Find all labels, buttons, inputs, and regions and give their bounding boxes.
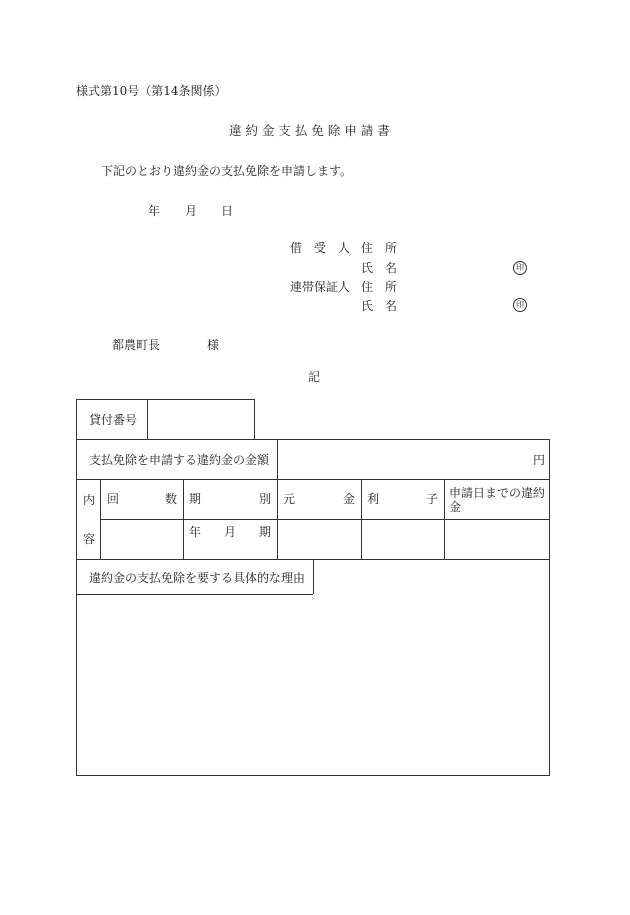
period-row — [189, 526, 271, 538]
header-interest-char-2: 子 — [425, 492, 438, 506]
table-line — [76, 594, 313, 595]
borrower-seal: 印 — [513, 261, 527, 275]
reason-label: 違約金の支払免除を要する具体的な理由 — [89, 571, 306, 585]
borrower-label: 借 受 人 — [290, 241, 351, 255]
loan-number-label: 貸付番号 — [89, 413, 138, 427]
header-period-char-2: 別 — [258, 492, 271, 506]
addressee-mayor: 都農町長 — [112, 338, 161, 352]
header-period — [189, 493, 271, 505]
table-line — [277, 439, 278, 559]
table-line — [100, 519, 550, 520]
table-line — [147, 399, 148, 439]
guarantor-address-label: 住 所 — [361, 280, 398, 294]
table-line — [313, 559, 314, 594]
table-line — [76, 399, 254, 400]
period-term: 期 — [258, 525, 271, 539]
guarantor-seal: 印 — [513, 298, 527, 312]
ki-label: 記 — [308, 370, 321, 384]
header-principal-char-1: 元 — [283, 492, 296, 506]
period-month: 月 — [223, 525, 236, 539]
period-year: 年 — [189, 525, 202, 539]
header-period-char-1: 期 — [189, 492, 202, 506]
guarantor-label: 連帯保証人 — [290, 280, 351, 294]
form-title: 違 約 金 支 払 免 除 申 請 書 — [229, 123, 390, 138]
header-interest-char-1: 利 — [367, 492, 380, 506]
date-year: 年 — [148, 204, 161, 218]
guarantor-name-label: 氏 名 — [361, 299, 398, 313]
table-line — [254, 399, 255, 439]
table-line — [76, 439, 550, 440]
header-count-char-1: 回 — [107, 492, 120, 506]
contents-label-top: 内 — [83, 493, 96, 507]
amount-label: 支払免除を申請する違約金の金額 — [89, 453, 270, 467]
header-count — [107, 493, 177, 505]
contents-label-bottom: 容 — [83, 532, 96, 546]
header-count-char-2: 数 — [164, 492, 177, 506]
addressee-honorific: 様 — [207, 338, 220, 352]
borrower-name-label: 氏 名 — [361, 261, 398, 275]
table-line — [76, 775, 550, 776]
form-number: 様式第10号（第14条関係） — [76, 84, 227, 98]
intro-text: 下記のとおり違約金の支払免除を申請します。 — [101, 164, 353, 178]
table-line — [76, 479, 550, 480]
table-line — [76, 399, 77, 775]
reason-field[interactable] — [82, 604, 542, 764]
borrower-address-label: 住 所 — [361, 241, 398, 255]
header-principal — [283, 493, 355, 505]
table-line — [549, 439, 550, 775]
header-penalty-until-date: 申請日までの違約金 — [449, 486, 546, 514]
header-interest — [367, 493, 438, 505]
date-day: 日 — [221, 204, 234, 218]
date-month: 月 — [185, 204, 198, 218]
header-principal-char-2: 金 — [342, 492, 355, 506]
amount-unit: 円 — [533, 453, 546, 467]
